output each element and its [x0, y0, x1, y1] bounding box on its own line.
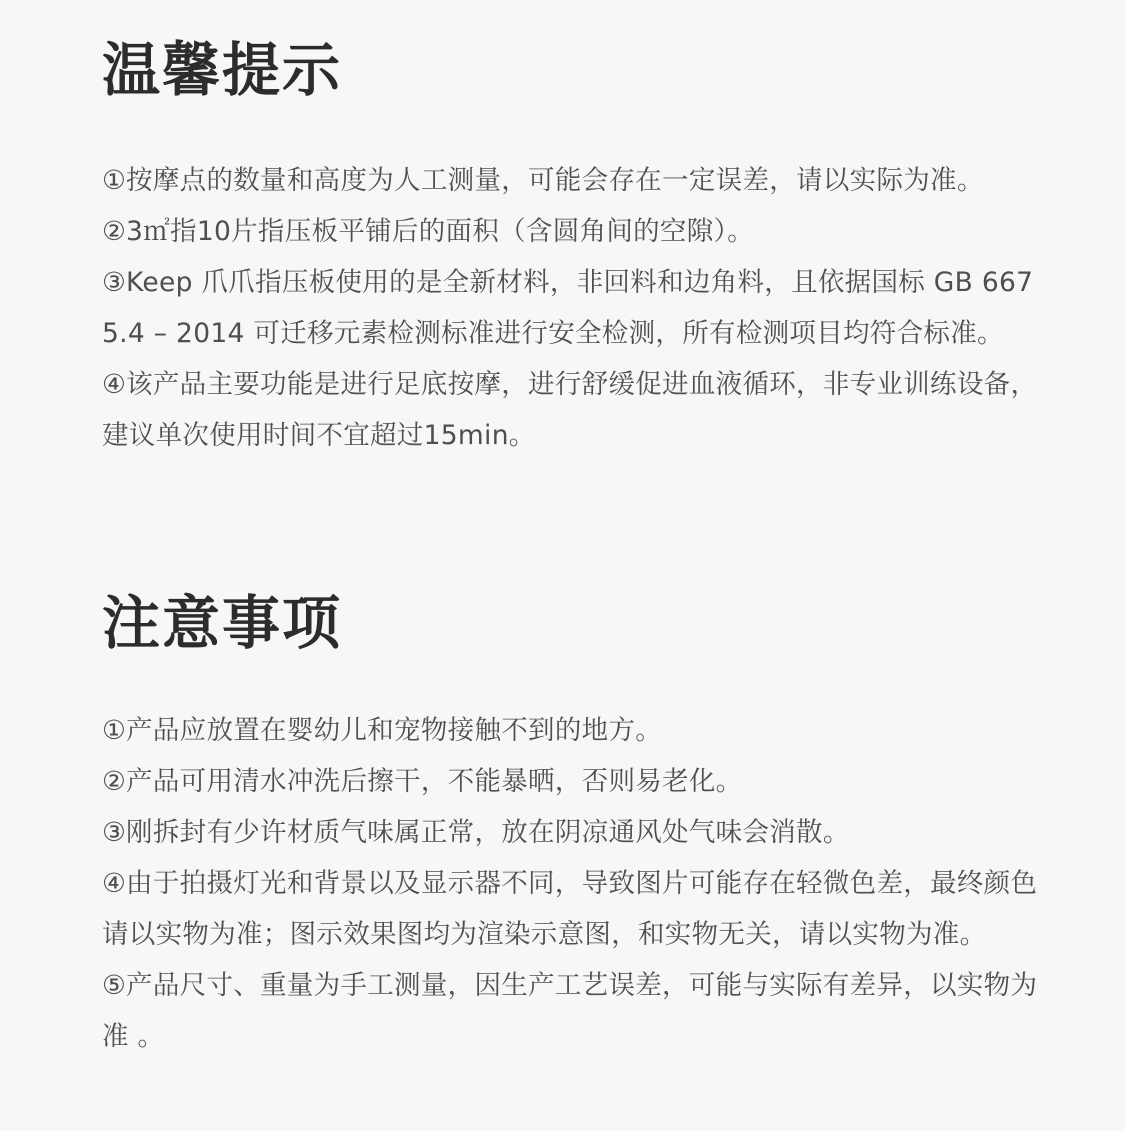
tip-item-2: ②3㎡指10片指压板平铺后的面积（含圆角间的空隙）。: [102, 216, 754, 247]
notes-title: 注意事项: [102, 589, 343, 657]
notes-list: [102, 705, 1042, 1062]
tips-list: [102, 155, 1042, 461]
notes-section: [102, 589, 1042, 1062]
note-item-3: ③刚拆封有少许材质气味属正常，放在阴凉通风处气味会消散。: [102, 817, 850, 848]
note-item-2: ②产品可用清水冲洗后擦干，不能暴晒，否则易老化。: [102, 766, 743, 797]
tips-title: 温馨提示: [102, 36, 343, 104]
note-item-5: ⑤产品尺寸、重量为手工测量，因生产工艺误差，可能与实际有差异，以实物为准 。: [102, 970, 1038, 1052]
note-item-1: ①产品应放置在婴幼儿和宠物接触不到的地方。: [102, 715, 663, 746]
note-item-4: ④由于拍摄灯光和背景以及显示器不同，导致图片可能存在轻微色差，最终颜色请以实物为准；图示效果图均为渲染示意图，和实物无关，请以实物为准。: [102, 868, 1038, 950]
tips-section: [102, 36, 1042, 461]
tip-item-1: ①按摩点的数量和高度为人工测量，可能会存在一定误差，请以实际为准。: [102, 165, 984, 196]
tip-item-3: ③Keep 爪爪指压板使用的是全新材料，非回料和边角料，且依据国标 GB 6675.4 – 2014 可迁移元素检测标准进行安全检测，所有检测项目均符合标准。: [102, 267, 1034, 349]
tip-item-4: ④该产品主要功能是进行足底按摩，进行舒缓促进血液循环，非专业训练设备，建议单次使用时间不宜超过15min。: [102, 369, 1038, 451]
